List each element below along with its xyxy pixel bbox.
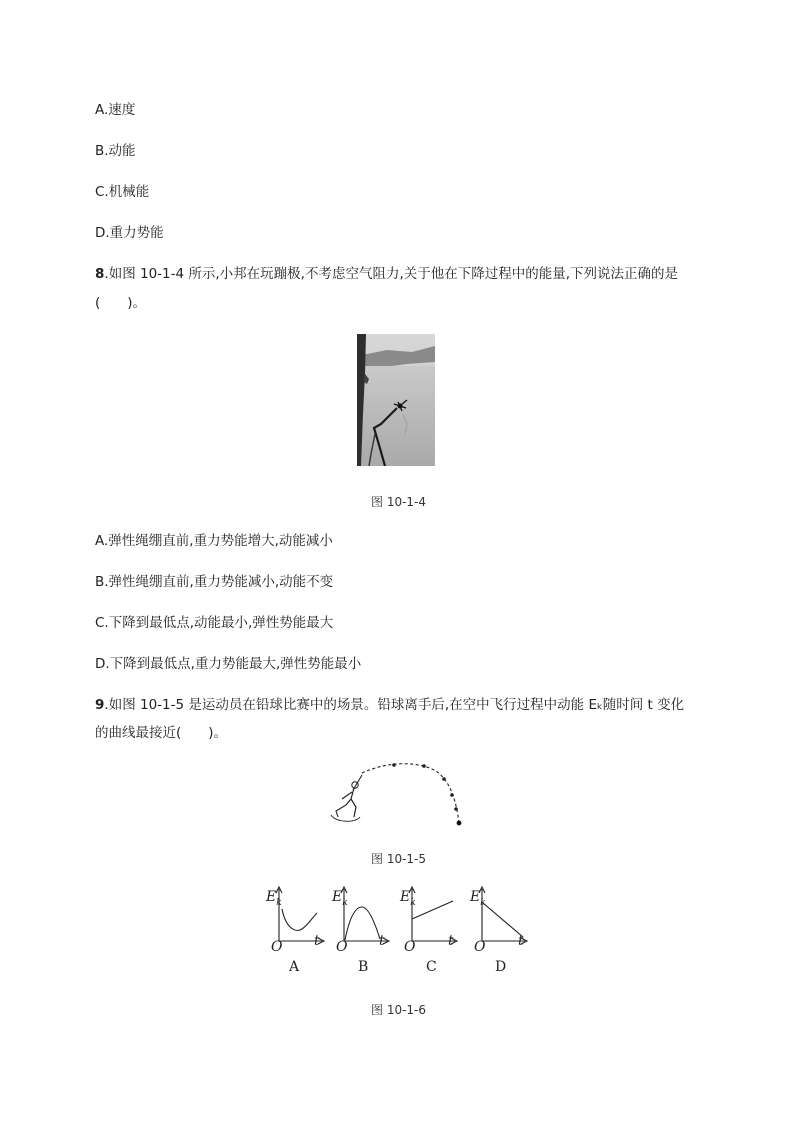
graph-a-origin: O [271,939,283,955]
shot-put-illustration [328,759,468,829]
figure-caption-10-1-6: 图 10-1-6 [371,1003,427,1017]
q8-stem-line1 [95,265,678,283]
q8-option-d: D.下降到最低点,重力势能最大,弹性势能最小 [95,656,362,672]
q8-option-b: B.弹性绳绷直前,重力势能减小,动能不变 [95,574,334,590]
graph-c-x-label: t [448,933,454,949]
q9-stem-text: .如图 10-1-5 是运动员在铅球比赛中的场景。铅球离手后,在空中飞行过程中动能 Eₖ随时间 t 变化 [104,697,685,713]
graph-a-y-label: $E_k$ [266,889,282,908]
q8-option-a: A.弹性绳绷直前,重力势能增大,动能减小 [95,533,333,549]
q9-number: 9 [95,697,105,713]
graph-c-letter: C [426,959,437,975]
graph-c-origin: O [404,939,416,955]
q8-number: 8 [95,266,105,282]
q9-stem-line1 [95,696,684,714]
q7-option-a: A.速度 [95,102,136,118]
graph-a-letter: A [289,959,300,975]
graph-b-origin: O [336,939,348,955]
q9-stem-line2: 的曲线最接近( )。 [95,725,228,741]
q8-option-c: C.下降到最低点,动能最小,弹性势能最大 [95,615,334,631]
q8-stem-line2: ( )。 [95,295,147,311]
graph-d-letter: D [495,959,507,975]
q7-option-b: B.动能 [95,143,136,159]
graph-b-letter: B [358,959,369,975]
figure-caption-10-1-5: 图 10-1-5 [371,852,427,866]
q7-option-d: D.重力势能 [95,225,164,241]
graph-d-y-label: $E_k$ [470,889,486,908]
graph-b-y-label: $E_k$ [332,889,348,908]
graph-c-y-label: $E_k$ [400,889,416,908]
ek-t-graphs [262,885,542,977]
graph-d-origin: O [474,939,486,955]
q8-stem-text: .如图 10-1-4 所示,小邦在玩蹦极,不考虑空气阻力,关于他在下降过程中的能量,下列说法正确的是 [104,266,679,282]
graph-d-x-label: t [518,933,524,949]
q7-option-c: C.机械能 [95,184,150,200]
graph-a-x-label: t [314,933,320,949]
figure-caption-10-1-4: 图 10-1-4 [371,495,427,509]
graph-b-x-label: t [379,933,385,949]
bungee-photo [357,334,435,466]
